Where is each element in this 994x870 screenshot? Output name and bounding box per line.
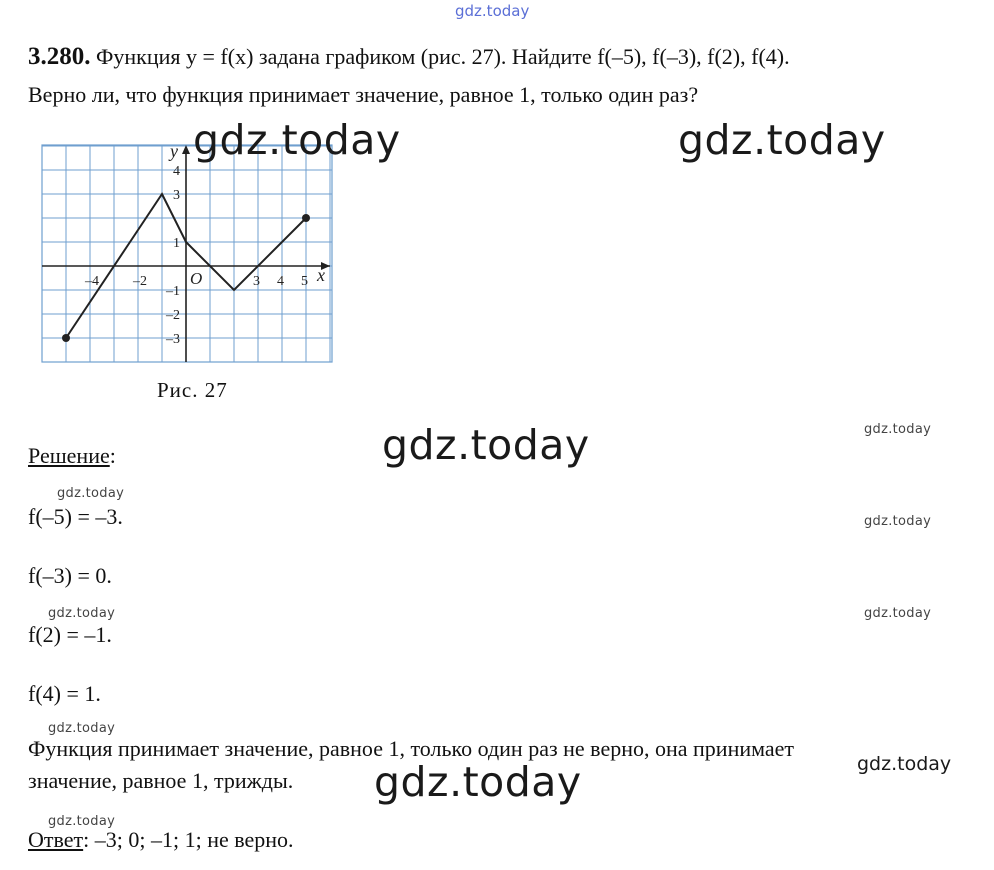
end-point [302, 214, 310, 222]
solution-heading-colon: : [109, 443, 116, 468]
y-tick-label: 3 [173, 188, 180, 203]
watermark-small-5: gdz.today [864, 606, 932, 621]
answer-label: Ответ [28, 827, 84, 852]
x-tick-label: 4 [277, 274, 284, 289]
graph-frame [42, 145, 332, 362]
watermark-mid-1: gdz.today [857, 753, 952, 775]
watermark-big-4: gdz.today [374, 758, 582, 806]
problem-line-1 [28, 42, 790, 72]
function-graph [30, 135, 340, 375]
watermark-small-3: gdz.today [864, 514, 932, 529]
problem-number: 3.280. [28, 43, 91, 70]
answer-line [28, 825, 294, 855]
origin-label: O [190, 269, 203, 288]
solution-conclusion-1: Функция принимает значение, равное 1, только один раз не верно, она принимает [28, 736, 795, 761]
solution-f-4: f(4) = 1. [28, 681, 101, 706]
y-tick-label: –1 [166, 284, 180, 299]
x-tick-label: –2 [133, 274, 147, 289]
x-tick-label: 5 [301, 274, 308, 289]
watermark-small-4: gdz.today [48, 606, 116, 621]
watermark-big-1: gdz.today [193, 116, 401, 164]
solution-heading-label: Решение [28, 443, 110, 468]
solution-f-minus-5: f(–5) = –3. [28, 504, 123, 529]
figure-caption: Рис. 27 [157, 378, 228, 402]
y-tick-label: 4 [173, 164, 180, 179]
y-axis-label: y [170, 141, 178, 161]
solution-heading [28, 441, 116, 471]
solution-f-minus-3: f(–3) = 0. [28, 563, 112, 588]
x-tick-label: 3 [253, 274, 260, 289]
watermark-big-3: gdz.today [382, 421, 590, 469]
watermark-small-6: gdz.today [48, 721, 116, 736]
watermark-small-1: gdz.today [864, 422, 932, 437]
problem-text-1: Функция y = f(x) задана графиком (рис. 27). Найдите f(–5), f(–3), f(2), f(4). [96, 44, 790, 69]
watermark-top: gdz.today [455, 2, 530, 20]
y-tick-label: 1 [173, 236, 180, 251]
start-point [62, 334, 70, 342]
watermark-big-2: gdz.today [678, 116, 886, 164]
watermark-small-2: gdz.today [57, 486, 125, 501]
solution-conclusion-2: значение, равное 1, трижды. [28, 768, 294, 793]
y-tick-label: –2 [166, 308, 180, 323]
watermark-small-7: gdz.today [48, 814, 116, 829]
x-axis-label: x [317, 265, 325, 285]
solution-f-2: f(2) = –1. [28, 622, 112, 647]
answer-value: : –3; 0; –1; 1; не верно. [83, 827, 294, 852]
problem-line-2: Верно ли, что функция принимает значение, равное 1, только один раз? [28, 82, 699, 107]
x-tick-label: –4 [85, 274, 99, 289]
y-tick-label: –3 [166, 332, 180, 347]
